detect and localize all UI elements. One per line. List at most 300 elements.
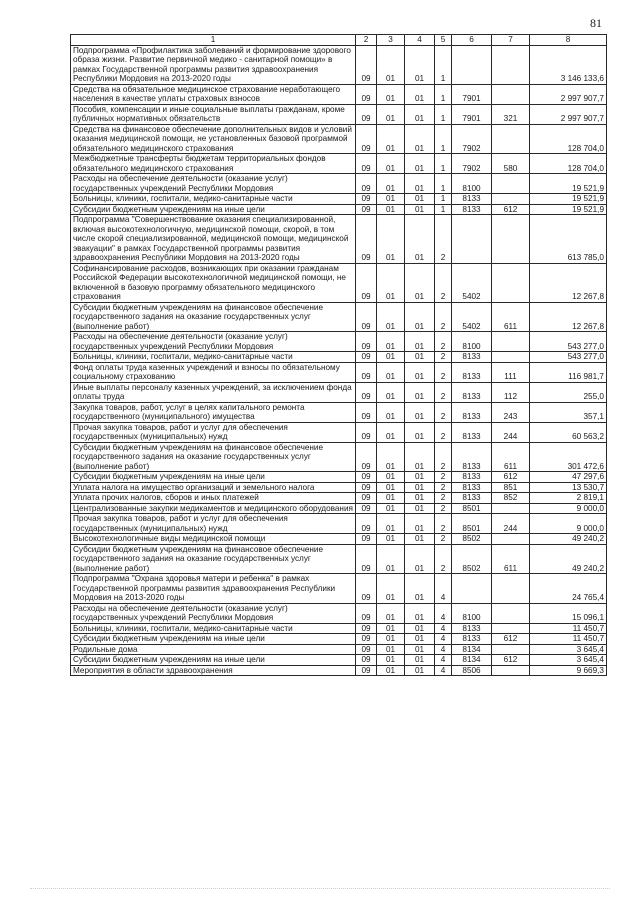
code-cell: 611 [492,544,530,574]
header-row [71,35,607,46]
code-cell [452,574,492,604]
table-row [71,174,607,194]
table-row [71,402,607,422]
row-name-cell: Закупка товаров, работ, услуг в целях капитального ремонта государственного (муниципального) имущества [71,402,356,422]
code-cell: 5402 [452,302,492,332]
code-cell: 852 [492,493,530,504]
table-row [71,472,607,483]
amount-cell: 3 645,4 [530,655,607,666]
code-cell: 01 [377,442,405,472]
code-cell: 8133 [452,382,492,402]
code-cell: 8133 [452,422,492,442]
row-name-cell: Подпрограмма "Совершенствование оказания специализированной, включая высокотехнологичную, медицинской помощи, скорой, в том числе скорой специализированной, медицинской помощи, медицинской эвакуации" в рамках Государственной программы развития здравоохранения Республики Мордовия на 2013-2020 годы [71,215,356,264]
row-name-cell: Мероприятия в области здравоохранения [71,665,356,676]
code-cell: 2 [435,482,452,493]
code-cell: 612 [492,204,530,215]
code-cell [492,623,530,634]
code-cell: 01 [405,534,435,545]
code-cell: 4 [435,574,452,604]
table-row [71,634,607,645]
amount-cell: 49 240,2 [530,534,607,545]
code-cell [492,665,530,676]
page-number: 81 [590,16,602,30]
code-cell: 2 [435,493,452,504]
amount-cell: 24 765,4 [530,574,607,604]
code-cell: 01 [405,104,435,124]
code-cell: 8134 [452,644,492,655]
amount-cell: 301 472,6 [530,442,607,472]
column-header: 7 [492,35,530,46]
code-cell: 1 [435,204,452,215]
code-cell: 01 [377,655,405,666]
code-cell: 01 [405,544,435,574]
column-header: 5 [435,35,452,46]
column-header: 2 [356,35,377,46]
scan-edge-marks [30,888,610,893]
table-row [71,124,607,154]
column-header: 1 [71,35,356,46]
code-cell [492,603,530,623]
code-cell: 111 [492,362,530,382]
code-cell: 612 [492,472,530,483]
code-cell: 5402 [452,263,492,302]
code-cell: 8133 [452,493,492,504]
code-cell: 01 [405,574,435,604]
code-cell: 7902 [452,154,492,174]
row-name-cell: Больницы, клиники, госпитали, медико-санитарные части [71,623,356,634]
row-name-cell: Централизованные закупки медикаментов и медицинского оборудования [71,503,356,514]
code-cell: 01 [377,174,405,194]
code-cell [492,332,530,352]
table-body [71,45,607,676]
code-cell: 09 [356,45,377,84]
code-cell [492,534,530,545]
code-cell: 01 [405,402,435,422]
code-cell: 01 [377,422,405,442]
code-cell: 4 [435,655,452,666]
code-cell: 612 [492,634,530,645]
code-cell: 2 [435,302,452,332]
code-cell: 01 [377,154,405,174]
code-cell: 01 [405,472,435,483]
amount-cell: 9 000,0 [530,503,607,514]
row-name-cell: Средства на обязательное медицинское страхование неработающего населения в качестве уплаты страховых взносов [71,84,356,104]
code-cell: 01 [405,482,435,493]
amount-cell: 255,0 [530,382,607,402]
table-row [71,263,607,302]
code-cell: 01 [377,503,405,514]
row-name-cell: Субсидии бюджетным учреждениям на иные цели [71,634,356,645]
code-cell: 2 [435,503,452,514]
code-cell: 2 [435,422,452,442]
code-cell: 8133 [452,482,492,493]
amount-cell: 3 645,4 [530,644,607,655]
row-name-cell: Иные выплаты персоналу казенных учреждений, за исключением фонда оплаты труда [71,382,356,402]
amount-cell: 3 146 133,6 [530,45,607,84]
code-cell: 01 [377,352,405,363]
table-row [71,84,607,104]
code-cell: 01 [405,493,435,504]
column-header: 8 [530,35,607,46]
code-cell: 01 [405,422,435,442]
row-name-cell: Подпрограмма «Профилактика заболеваний и формирование здорового образа жизни. Развитие первичной медико - санитарной помощи» в рамках Государственной программы развития здравоохранения Республики Мордовия на 2013-2020 годы [71,45,356,84]
code-cell: 8502 [452,534,492,545]
code-cell: 01 [377,402,405,422]
code-cell: 01 [405,174,435,194]
code-cell: 09 [356,514,377,534]
table-row [71,544,607,574]
code-cell: 01 [377,603,405,623]
row-name-cell: Уплата налога на имущество организаций и земельного налога [71,482,356,493]
code-cell: 1 [435,104,452,124]
code-cell: 01 [405,644,435,655]
amount-cell: 49 240,2 [530,544,607,574]
code-cell: 09 [356,493,377,504]
code-cell: 4 [435,644,452,655]
code-cell [492,84,530,104]
code-cell: 01 [377,623,405,634]
code-cell: 321 [492,104,530,124]
code-cell: 01 [377,332,405,352]
row-name-cell: Субсидии бюджетным учреждениям на иные цели [71,472,356,483]
code-cell: 2 [435,215,452,264]
code-cell: 7901 [452,104,492,124]
code-cell: 2 [435,263,452,302]
code-cell: 8133 [452,402,492,422]
code-cell: 1 [435,194,452,205]
row-name-cell: Межбюджетные трансферты бюджетам территориальных фондов обязательного медицинского страхования [71,154,356,174]
code-cell: 1 [435,45,452,84]
table-row [71,493,607,504]
code-cell: 01 [377,204,405,215]
code-cell: 8100 [452,174,492,194]
code-cell: 2 [435,442,452,472]
code-cell: 09 [356,402,377,422]
code-cell [492,352,530,363]
code-cell: 01 [377,544,405,574]
code-cell: 8501 [452,503,492,514]
amount-cell: 13 530,7 [530,482,607,493]
amount-cell: 47 297,6 [530,472,607,483]
amount-cell: 11 450,7 [530,634,607,645]
code-cell: 01 [405,603,435,623]
code-cell: 01 [377,263,405,302]
table-row [71,482,607,493]
code-cell: 01 [377,634,405,645]
table-row [71,45,607,84]
code-cell: 01 [405,623,435,634]
code-cell: 09 [356,482,377,493]
column-header: 6 [452,35,492,46]
code-cell: 611 [492,442,530,472]
row-name-cell: Расходы на обеспечение деятельности (оказание услуг) государственных учреждений Республики Мордовия [71,174,356,194]
code-cell: 8506 [452,665,492,676]
code-cell: 7902 [452,124,492,154]
code-cell: 8133 [452,362,492,382]
amount-cell: 2 997 907,7 [530,84,607,104]
code-cell: 01 [405,215,435,264]
table-row [71,332,607,352]
code-cell [492,263,530,302]
row-name-cell: Пособия, компенсации и иные социальные выплаты гражданам, кроме публичных нормативных обязательств [71,104,356,124]
code-cell: 01 [405,154,435,174]
row-name-cell: Подпрограмма "Охрана здоровья матери и ребенка" в рамках Государственной программы развития здравоохранения Республики Мордовия на 2013-2020 годы [71,574,356,604]
amount-cell: 11 450,7 [530,623,607,634]
code-cell: 01 [405,302,435,332]
table-row [71,422,607,442]
code-cell: 01 [377,124,405,154]
code-cell: 01 [377,665,405,676]
code-cell: 09 [356,544,377,574]
code-cell: 09 [356,382,377,402]
code-cell: 01 [377,382,405,402]
code-cell: 01 [405,634,435,645]
amount-cell: 9 000,0 [530,514,607,534]
code-cell: 09 [356,534,377,545]
code-cell: 01 [405,263,435,302]
row-name-cell: Расходы на обеспечение деятельности (оказание услуг) государственных учреждений Республики Мордовия [71,603,356,623]
table-row [71,215,607,264]
code-cell: 7901 [452,84,492,104]
table-row [71,104,607,124]
code-cell: 2 [435,544,452,574]
code-cell: 8133 [452,204,492,215]
table-row [71,352,607,363]
code-cell [492,503,530,514]
code-cell: 09 [356,154,377,174]
table-row [71,503,607,514]
code-cell: 01 [377,482,405,493]
code-cell: 580 [492,154,530,174]
budget-table [70,34,607,676]
code-cell: 2 [435,352,452,363]
code-cell: 01 [405,655,435,666]
code-cell: 09 [356,124,377,154]
table-row [71,644,607,655]
amount-cell: 12 267,8 [530,302,607,332]
row-name-cell: Родильные дома [71,644,356,655]
code-cell: 851 [492,482,530,493]
code-cell: 09 [356,174,377,194]
code-cell: 1 [435,124,452,154]
table-row [71,194,607,205]
code-cell: 611 [492,302,530,332]
code-cell: 01 [377,194,405,205]
code-cell: 01 [377,84,405,104]
code-cell: 2 [435,332,452,352]
code-cell: 01 [377,104,405,124]
code-cell: 01 [377,493,405,504]
code-cell: 1 [435,154,452,174]
code-cell: 01 [377,514,405,534]
row-name-cell: Фонд оплаты труда казенных учреждений и взносы по обязательному социальному страхованию [71,362,356,382]
code-cell [492,174,530,194]
code-cell: 4 [435,665,452,676]
code-cell: 09 [356,655,377,666]
code-cell: 4 [435,623,452,634]
row-name-cell: Субсидии бюджетным учреждениям на иные цели [71,655,356,666]
code-cell: 01 [377,215,405,264]
code-cell: 01 [405,204,435,215]
code-cell: 09 [356,665,377,676]
code-cell [492,124,530,154]
code-cell: 01 [377,574,405,604]
code-cell: 01 [405,45,435,84]
code-cell: 2 [435,514,452,534]
code-cell: 09 [356,104,377,124]
amount-cell: 357,1 [530,402,607,422]
code-cell: 2 [435,362,452,382]
table-row [71,362,607,382]
amount-cell: 2 997 907,7 [530,104,607,124]
code-cell: 01 [405,382,435,402]
amount-cell: 543 277,0 [530,352,607,363]
code-cell: 8133 [452,194,492,205]
row-name-cell: Субсидии бюджетным учреждениям на иные цели [71,204,356,215]
code-cell: 2 [435,382,452,402]
code-cell: 09 [356,332,377,352]
row-name-cell: Софинансирование расходов, возникающих при оказании гражданам Российской Федерации высокотехнологичной медицинской помощи, не включенной в базовую программу обязательного медицинского страхования [71,263,356,302]
row-name-cell: Прочая закупка товаров, работ и услуг для обеспечения государственных (муниципальных) нужд [71,514,356,534]
row-name-cell: Субсидии бюджетным учреждениям на финансовое обеспечение государственного задания на оказание государственных услуг (выполнение работ) [71,302,356,332]
code-cell [492,194,530,205]
code-cell: 09 [356,574,377,604]
row-name-cell: Субсидии бюджетным учреждениям на финансовое обеспечение государственного задания на оказание государственных услуг (выполнение работ) [71,442,356,472]
table-row [71,603,607,623]
row-name-cell: Расходы на обеспечение деятельности (оказание услуг) государственных учреждений Республики Мордовия [71,332,356,352]
amount-cell: 60 563,2 [530,422,607,442]
code-cell: 112 [492,382,530,402]
code-cell: 01 [405,332,435,352]
code-cell: 09 [356,302,377,332]
code-cell: 01 [405,665,435,676]
amount-cell: 2 819,1 [530,493,607,504]
table-row [71,302,607,332]
amount-cell: 116 981,7 [530,362,607,382]
code-cell: 8133 [452,472,492,483]
code-cell: 8133 [452,634,492,645]
code-cell: 09 [356,472,377,483]
amount-cell: 15 096,1 [530,603,607,623]
table-row [71,204,607,215]
code-cell: 09 [356,194,377,205]
code-cell: 01 [405,362,435,382]
table-row [71,514,607,534]
code-cell: 01 [377,45,405,84]
code-cell: 1 [435,84,452,104]
code-cell: 8134 [452,655,492,666]
code-cell: 8502 [452,544,492,574]
code-cell: 09 [356,442,377,472]
code-cell: 8501 [452,514,492,534]
code-cell: 612 [492,655,530,666]
amount-cell: 19 521,9 [530,194,607,205]
table-row [71,574,607,604]
amount-cell: 613 785,0 [530,215,607,264]
code-cell: 09 [356,623,377,634]
code-cell: 09 [356,215,377,264]
column-header: 3 [377,35,405,46]
code-cell [492,574,530,604]
code-cell: 09 [356,84,377,104]
code-cell: 09 [356,204,377,215]
code-cell: 01 [405,514,435,534]
code-cell: 1 [435,174,452,194]
code-cell: 01 [377,644,405,655]
code-cell: 8133 [452,623,492,634]
table-row [71,534,607,545]
amount-cell: 128 704,0 [530,124,607,154]
code-cell [492,215,530,264]
row-name-cell: Субсидии бюджетным учреждениям на финансовое обеспечение государственного задания на оказание государственных услуг (выполнение работ) [71,544,356,574]
code-cell: 09 [356,603,377,623]
code-cell: 09 [356,422,377,442]
code-cell: 244 [492,422,530,442]
code-cell: 8100 [452,603,492,623]
code-cell [492,644,530,655]
table-row [71,665,607,676]
code-cell: 8133 [452,352,492,363]
code-cell [452,45,492,84]
row-name-cell: Средства на финансовое обеспечение дополнительных видов и условий оказания медицинской помощи, не установленных базовой программой обязательного медицинского страхования [71,124,356,154]
code-cell [492,45,530,84]
code-cell: 244 [492,514,530,534]
code-cell: 01 [377,472,405,483]
row-name-cell: Прочая закупка товаров, работ и услуг для обеспечения государственных (муниципальных) нужд [71,422,356,442]
table-row [71,154,607,174]
table-row [71,623,607,634]
row-name-cell: Уплата прочих налогов, сборов и иных платежей [71,493,356,504]
code-cell: 01 [405,352,435,363]
code-cell: 01 [405,84,435,104]
code-cell: 01 [377,302,405,332]
amount-cell: 9 669,3 [530,665,607,676]
amount-cell: 543 277,0 [530,332,607,352]
code-cell: 09 [356,644,377,655]
code-cell: 01 [405,124,435,154]
row-name-cell: Больницы, клиники, госпитали, медико-санитарные части [71,194,356,205]
code-cell: 2 [435,402,452,422]
column-header: 4 [405,35,435,46]
amount-cell: 19 521,9 [530,204,607,215]
table-row [71,442,607,472]
code-cell: 09 [356,634,377,645]
code-cell: 243 [492,402,530,422]
code-cell: 4 [435,603,452,623]
code-cell [452,215,492,264]
code-cell: 8100 [452,332,492,352]
code-cell: 09 [356,503,377,514]
code-cell: 09 [356,362,377,382]
row-name-cell: Больницы, клиники, госпитали, медико-санитарные части [71,352,356,363]
code-cell: 01 [405,194,435,205]
table-row [71,655,607,666]
code-cell: 01 [405,442,435,472]
amount-cell: 128 704,0 [530,154,607,174]
code-cell: 8133 [452,442,492,472]
amount-cell: 19 521,9 [530,174,607,194]
code-cell: 01 [405,503,435,514]
code-cell: 09 [356,263,377,302]
code-cell: 01 [377,534,405,545]
code-cell: 4 [435,634,452,645]
row-name-cell: Высокотехнологичные виды медицинской помощи [71,534,356,545]
code-cell: 01 [377,362,405,382]
code-cell: 09 [356,352,377,363]
code-cell: 2 [435,534,452,545]
table-row [71,382,607,402]
code-cell: 2 [435,472,452,483]
